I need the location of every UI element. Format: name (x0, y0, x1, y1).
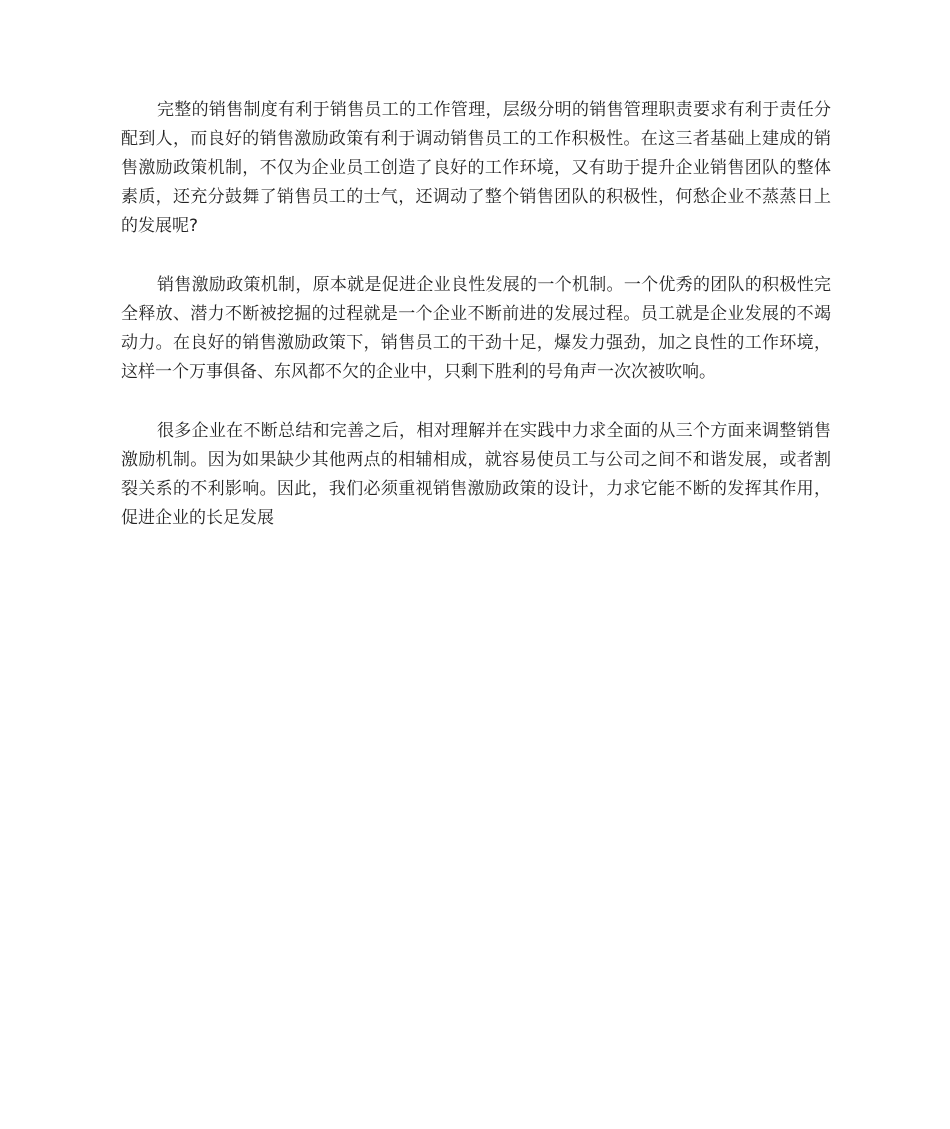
paragraph-2: 销售激励政策机制，原本就是促进企业良性发展的一个机制。一个优秀的团队的积极性完全释放、潜力不断被挖掘的过程就是一个企业不断前进的发展过程。员工就是企业发展的不竭动力。在良好的销售激励政策下，销售员工的干劲十足，爆发力强劲，加之良性的工作环境，这样一个万事俱备、东风都不欠的企业中，只剩下胜利的号角声一次次被吹响。 (121, 275, 831, 382)
document-body (121, 96, 831, 563)
paragraph-1: 完整的销售制度有利于销售员工的工作管理，层级分明的销售管理职责要求有利于责任分配到人，而良好的销售激励政策有利于调动销售员工的工作积极性。在这三者基础上建成的销售激励政策机制，不仅为企业员工创造了良好的工作环境，又有助于提升企业销售团队的整体素质，还充分鼓舞了销售员工的士气，还调动了整个销售团队的积极性，何愁企业不蒸蒸日上的发展呢? (121, 100, 831, 236)
paragraph-3: 很多企业在不断总结和完善之后，相对理解并在实践中力求全面的从三个方面来调整销售激励机制。因为如果缺少其他两点的相辅相成，就容易使员工与公司之间不和谐发展，或者割裂关系的不利影响。因此，我们必须重视销售激励政策的设计，力求它能不断的发挥其作用，促进企业的长足发展 (121, 421, 831, 528)
